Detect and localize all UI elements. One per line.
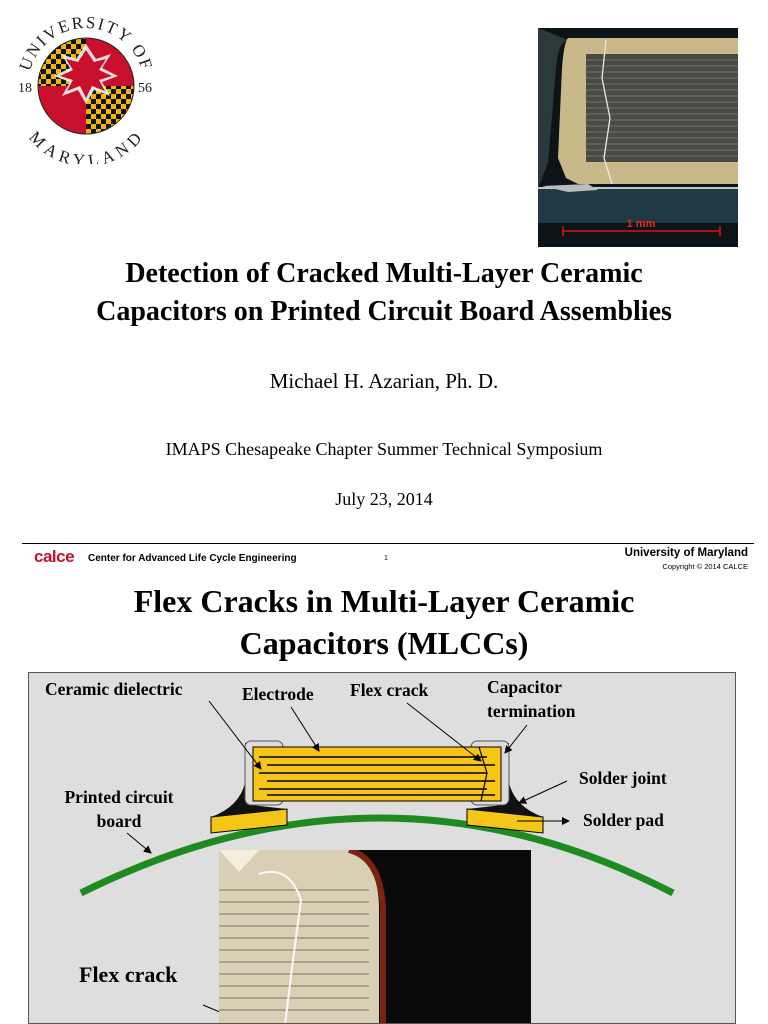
capacitor-crack-micrograph — [538, 28, 738, 247]
label-printed-circuit-board: Printed circuit board — [64, 787, 174, 831]
slide-number: 1 — [384, 555, 388, 562]
scale-bar-label: 1 mm — [626, 218, 656, 230]
label-solder-pad: Solder pad — [583, 810, 664, 830]
footer-divider — [22, 543, 754, 544]
svg-text:18: 18 — [18, 81, 32, 96]
footer-copyright: Copyright © 2014 CALCE — [662, 562, 748, 571]
university-of-maryland-seal — [6, 4, 166, 164]
presentation-date: July 23, 2014 — [335, 489, 433, 509]
event-name: IMAPS Chesapeake Chapter Summer Technical Symposium — [165, 439, 603, 459]
label-capacitor-termination: Capacitor termination — [487, 677, 576, 721]
flex-crack-micrograph — [219, 850, 531, 1024]
slide1-title-line2: Capacitors on Printed Circuit Board Assemblies — [96, 296, 672, 327]
svg-text:UNIVERSITY OF: UNIVERSITY OF — [15, 12, 157, 74]
calce-logo: calce — [34, 547, 75, 566]
slide1-title — [20, 255, 748, 331]
footer-university: University of Maryland — [624, 547, 748, 559]
label-flex-crack: Flex crack — [350, 680, 429, 700]
mlcc-flex-crack-diagram — [28, 672, 736, 1024]
svg-text:56: 56 — [138, 81, 152, 96]
label-flex-crack-photo: Flex crack — [79, 962, 178, 987]
label-ceramic-dielectric: Ceramic dielectric — [45, 679, 183, 699]
author-name: Michael H. Azarian, Ph. D. — [269, 369, 499, 393]
slide2-title-line1: Flex Cracks in Multi-Layer Ceramic — [133, 583, 635, 619]
svg-text:MARYLAND: MARYLAND — [25, 127, 147, 164]
label-electrode: Electrode — [242, 684, 314, 704]
slide2-title-line2: Capacitors (MLCCs) — [239, 625, 529, 661]
calce-full-name: Center for Advanced Life Cycle Engineering — [88, 553, 297, 564]
slide1-title-line1: Detection of Cracked Multi-Layer Ceramic — [125, 258, 643, 289]
label-solder-joint: Solder joint — [579, 768, 667, 788]
slide2-title — [20, 580, 748, 664]
